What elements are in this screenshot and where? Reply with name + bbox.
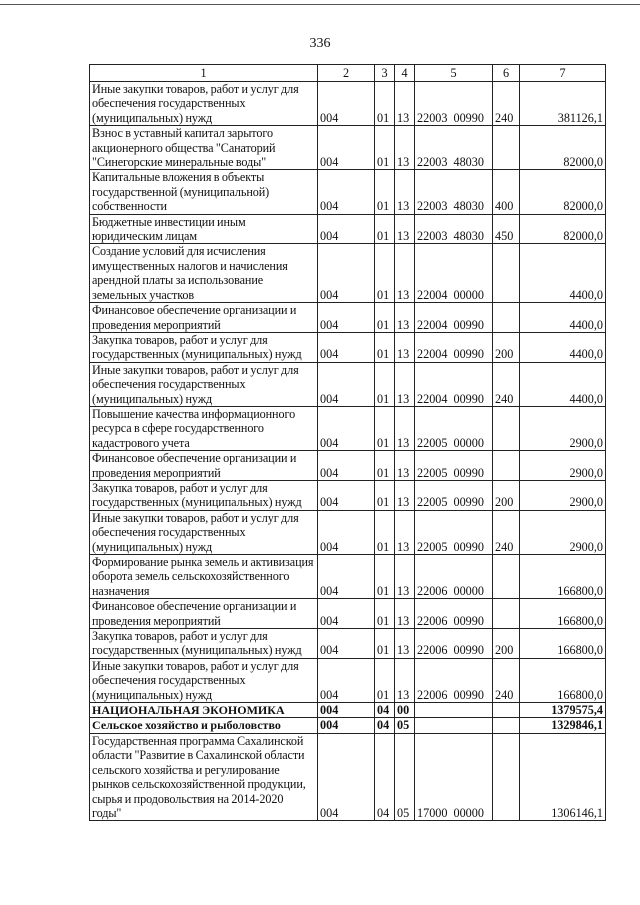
row-code-cell: 004 [318,406,375,450]
row-expense-type-cell: 240 [493,510,520,554]
header-cell: 1 [90,65,318,82]
page-number: 336 [309,36,331,51]
target-code-direction: 00990 [453,391,484,406]
row-name-cell: Сельское хозяйство и рыболовство [90,718,318,733]
target-code-direction: 00990 [453,495,484,510]
row-amount-cell: 166800,0 [520,555,606,599]
target-code-direction: 00000 [453,435,484,450]
table-row [90,718,606,733]
table-row [90,126,606,170]
row-expense-type-cell [493,599,520,629]
table-row [90,480,606,510]
target-code-direction: 00000 [453,805,484,820]
row-target-cell [415,170,493,214]
table-row [90,703,606,718]
table-row [90,629,606,659]
top-rule [0,4,640,5]
target-code-program: 22003 [417,155,448,170]
row-amount-cell: 1379575,4 [520,703,606,718]
row-section-cell: 01 [375,303,395,333]
row-subsection-cell: 13 [395,480,415,510]
row-section-cell: 01 [375,332,395,362]
row-name-cell: Формирование рынка земель и активизация оборота земель сельскохозяйственного назначения [90,555,318,599]
table-row [90,244,606,303]
target-code-program: 22004 [417,317,448,332]
row-section-cell: 01 [375,244,395,303]
row-target-cell [415,82,493,126]
target-code-direction: 00000 [453,583,484,598]
row-expense-type-cell [493,733,520,820]
row-code-cell: 004 [318,599,375,629]
table-row [90,303,606,333]
row-expense-type-cell [493,451,520,481]
row-code-cell: 004 [318,362,375,406]
row-subsection-cell: 13 [395,555,415,599]
row-target-cell [415,718,493,733]
table-row [90,82,606,126]
row-name-cell: Закупка товаров, работ и услуг для государственных (муниципальных) нужд [90,629,318,659]
target-code-program: 22006 [417,583,448,598]
target-code-direction: 00990 [453,110,484,125]
row-target-cell [415,510,493,554]
row-section-cell: 04 [375,733,395,820]
row-code-cell: 004 [318,214,375,244]
target-code-direction: 00990 [453,347,484,362]
table-row [90,362,606,406]
row-name-cell: Повышение качества информационного ресурса в сфере государственного кадастрового учета [90,406,318,450]
target-code-program: 22005 [417,465,448,480]
row-amount-cell: 2900,0 [520,451,606,481]
row-section-cell: 01 [375,451,395,481]
row-section-cell: 01 [375,658,395,702]
row-section-cell: 01 [375,362,395,406]
row-target-cell [415,480,493,510]
row-section-cell: 01 [375,170,395,214]
target-code-direction: 00990 [453,643,484,658]
row-expense-type-cell [493,555,520,599]
row-section-cell: 01 [375,126,395,170]
row-section-cell: 01 [375,510,395,554]
row-code-cell: 004 [318,451,375,481]
target-code-program: 22004 [417,347,448,362]
row-amount-cell: 1306146,1 [520,733,606,820]
row-subsection-cell: 13 [395,214,415,244]
row-code-cell: 004 [318,629,375,659]
target-code-direction: 00990 [453,613,484,628]
row-name-cell: Иные закупки товаров, работ и услуг для обеспечения государственных (муниципальных) нужд [90,362,318,406]
row-expense-type-cell: 400 [493,170,520,214]
target-code-direction: 00990 [453,539,484,554]
row-expense-type-cell: 200 [493,480,520,510]
table-row [90,510,606,554]
row-subsection-cell: 13 [395,82,415,126]
budget-table [89,64,606,821]
row-code-cell: 004 [318,658,375,702]
row-subsection-cell: 13 [395,362,415,406]
row-section-cell: 01 [375,629,395,659]
row-expense-type-cell [493,406,520,450]
table-row [90,599,606,629]
target-code-program: 22003 [417,229,448,244]
row-target-cell [415,555,493,599]
table-header-row [90,65,606,82]
target-code-direction: 48030 [453,229,484,244]
row-code-cell: 004 [318,703,375,718]
target-code-direction: 00990 [453,465,484,480]
table-row [90,555,606,599]
row-target-cell [415,629,493,659]
row-section-cell: 04 [375,718,395,733]
row-code-cell: 004 [318,303,375,333]
row-amount-cell: 2900,0 [520,510,606,554]
row-subsection-cell: 13 [395,658,415,702]
row-subsection-cell: 13 [395,629,415,659]
row-name-cell: Финансовое обеспечение организации и проведения мероприятий [90,451,318,481]
row-code-cell: 004 [318,510,375,554]
header-cell: 5 [415,65,493,82]
row-section-cell: 01 [375,82,395,126]
target-code-program: 22005 [417,539,448,554]
target-code-direction: 48030 [453,155,484,170]
row-code-cell: 004 [318,555,375,599]
row-name-cell: Взнос в уставный капитал зарытого акционерного общества "Санаторий "Синегорские минеральные воды" [90,126,318,170]
row-expense-type-cell: 240 [493,362,520,406]
table-row [90,214,606,244]
target-code-program: 22003 [417,199,448,214]
row-section-cell: 04 [375,703,395,718]
table-row [90,332,606,362]
header-cell: 3 [375,65,395,82]
row-section-cell: 01 [375,406,395,450]
table-row [90,733,606,820]
row-target-cell [415,599,493,629]
row-name-cell: Иные закупки товаров, работ и услуг для обеспечения государственных (муниципальных) нужд [90,510,318,554]
row-amount-cell: 166800,0 [520,629,606,659]
row-section-cell: 01 [375,480,395,510]
row-name-cell: Закупка товаров, работ и услуг для государственных (муниципальных) нужд [90,332,318,362]
row-subsection-cell: 13 [395,126,415,170]
row-name-cell: Закупка товаров, работ и услуг для государственных (муниципальных) нужд [90,480,318,510]
header-cell: 7 [520,65,606,82]
row-expense-type-cell [493,126,520,170]
row-amount-cell: 4400,0 [520,332,606,362]
row-amount-cell: 2900,0 [520,406,606,450]
row-expense-type-cell: 450 [493,214,520,244]
row-amount-cell: 4400,0 [520,303,606,333]
row-code-cell: 004 [318,332,375,362]
row-amount-cell: 82000,0 [520,170,606,214]
row-subsection-cell: 13 [395,170,415,214]
row-section-cell: 01 [375,214,395,244]
row-expense-type-cell: 240 [493,658,520,702]
row-name-cell: НАЦИОНАЛЬНАЯ ЭКОНОМИКА [90,703,318,718]
table-row [90,658,606,702]
target-code-direction: 00990 [453,317,484,332]
table-row [90,170,606,214]
row-amount-cell: 4400,0 [520,244,606,303]
row-expense-type-cell [493,703,520,718]
header-cell: 4 [395,65,415,82]
table-row [90,406,606,450]
target-code-program: 22004 [417,287,448,302]
table-body [90,65,606,821]
row-target-cell [415,214,493,244]
row-code-cell: 004 [318,244,375,303]
row-subsection-cell: 13 [395,244,415,303]
row-expense-type-cell [493,718,520,733]
target-code-direction: 48030 [453,199,484,214]
target-code-program: 22004 [417,391,448,406]
header-cell: 2 [318,65,375,82]
row-amount-cell: 2900,0 [520,480,606,510]
row-name-cell: Финансовое обеспечение организации и проведения мероприятий [90,303,318,333]
target-code-direction: 00000 [453,287,484,302]
row-code-cell: 004 [318,126,375,170]
row-code-cell: 004 [318,82,375,126]
row-code-cell: 004 [318,480,375,510]
row-name-cell: Создание условий для исчисления имущественных налогов и начисления арендной платы за использование земельных участков [90,244,318,303]
table-row [90,451,606,481]
target-code-program: 17000 [417,805,448,820]
row-name-cell: Государственная программа Сахалинской области "Развитие в Сахалинской области сельского хозяйства и регулирование рынков сельскохозяйственной продукции, сырья и продовольствия на 2014-2020 годы" [90,733,318,820]
row-name-cell: Иные закупки товаров, работ и услуг для обеспечения государственных (муниципальных) нужд [90,82,318,126]
target-code-program: 22005 [417,435,448,450]
row-name-cell: Иные закупки товаров, работ и услуг для обеспечения государственных (муниципальных) нужд [90,658,318,702]
row-subsection-cell: 05 [395,733,415,820]
row-code-cell: 004 [318,733,375,820]
row-target-cell [415,658,493,702]
row-amount-cell: 1329846,1 [520,718,606,733]
row-amount-cell: 82000,0 [520,126,606,170]
target-code-program: 22006 [417,613,448,628]
header-cell: 6 [493,65,520,82]
row-target-cell [415,244,493,303]
target-code-program: 22006 [417,687,448,702]
target-code-program: 22005 [417,495,448,510]
row-subsection-cell: 13 [395,303,415,333]
row-name-cell: Финансовое обеспечение организации и проведения мероприятий [90,599,318,629]
row-code-cell: 004 [318,718,375,733]
target-code-program: 22006 [417,643,448,658]
row-subsection-cell: 13 [395,599,415,629]
row-name-cell: Бюджетные инвестиции иным юридическим лицам [90,214,318,244]
row-amount-cell: 381126,1 [520,82,606,126]
row-target-cell [415,303,493,333]
target-code-program: 22003 [417,110,448,125]
row-subsection-cell: 13 [395,451,415,481]
row-expense-type-cell [493,303,520,333]
row-amount-cell: 82000,0 [520,214,606,244]
row-expense-type-cell [493,244,520,303]
row-expense-type-cell: 200 [493,332,520,362]
row-subsection-cell: 13 [395,406,415,450]
row-target-cell [415,126,493,170]
target-code-direction: 00990 [453,687,484,702]
row-amount-cell: 166800,0 [520,599,606,629]
row-subsection-cell: 05 [395,718,415,733]
row-target-cell [415,406,493,450]
row-name-cell: Капитальные вложения в объекты государственной (муниципальной) собственности [90,170,318,214]
row-code-cell: 004 [318,170,375,214]
row-subsection-cell: 13 [395,332,415,362]
row-amount-cell: 4400,0 [520,362,606,406]
row-target-cell [415,362,493,406]
row-target-cell [415,703,493,718]
row-target-cell [415,451,493,481]
row-amount-cell: 166800,0 [520,658,606,702]
row-target-cell [415,733,493,820]
row-expense-type-cell: 240 [493,82,520,126]
row-subsection-cell: 13 [395,510,415,554]
row-target-cell [415,332,493,362]
row-expense-type-cell: 200 [493,629,520,659]
row-section-cell: 01 [375,599,395,629]
row-subsection-cell: 00 [395,703,415,718]
row-section-cell: 01 [375,555,395,599]
